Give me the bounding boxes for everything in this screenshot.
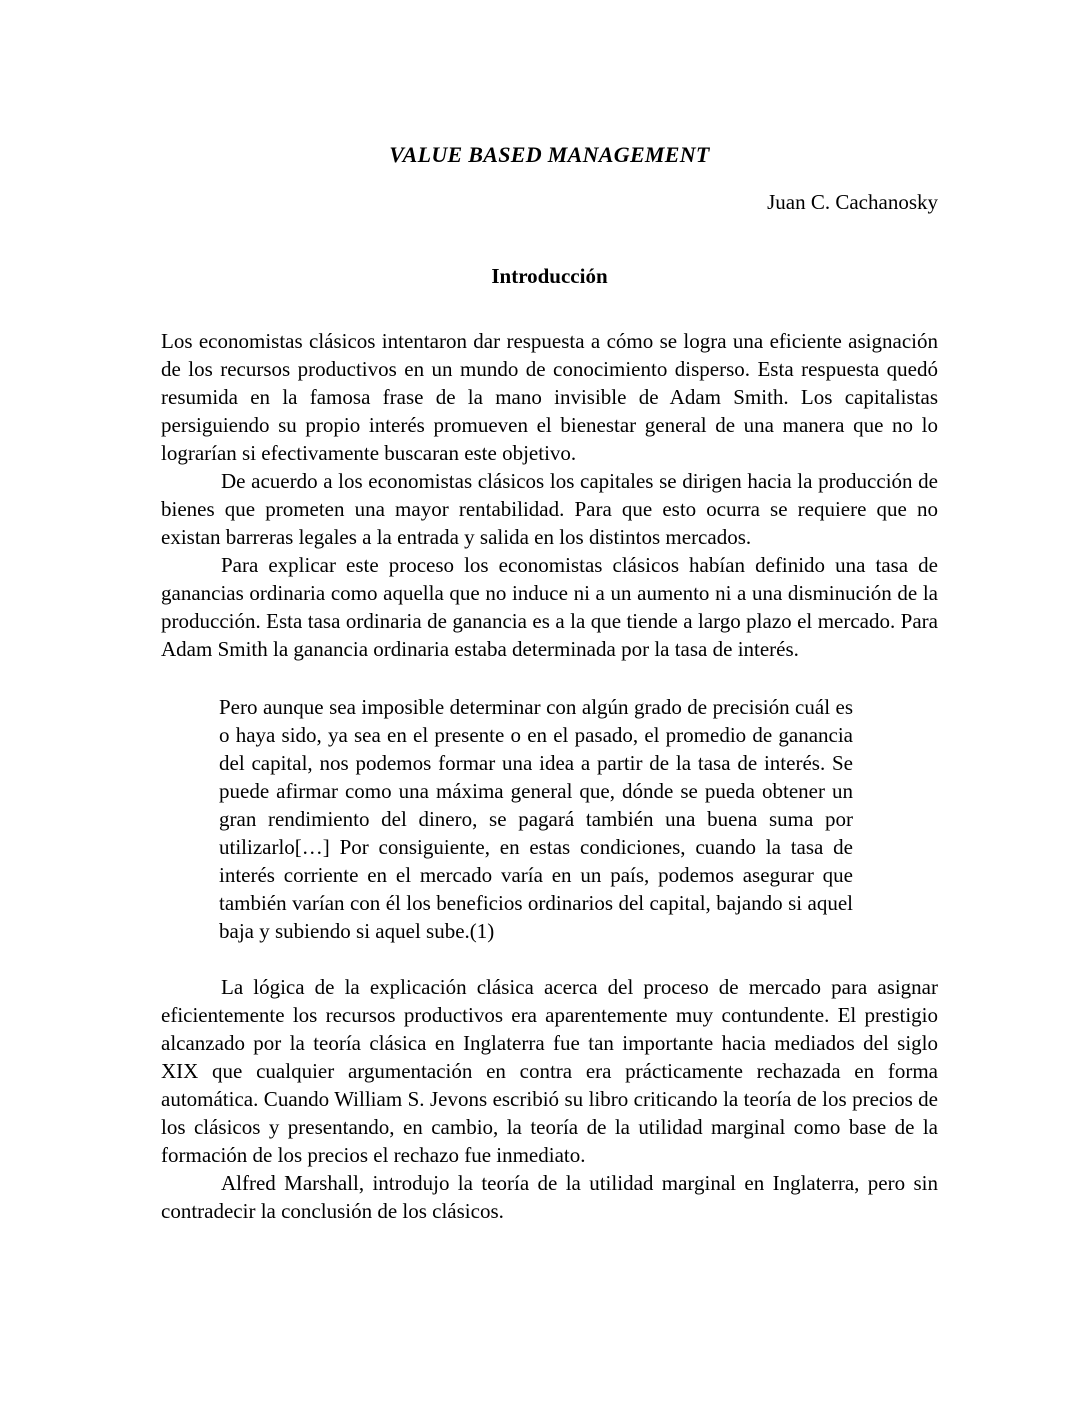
paragraph-1: Los economistas clásicos intentaron dar respuesta a cómo se logra una eficiente asignación de los recursos productivos en un mundo de conocimiento disperso. Esta respuesta quedó resumida en la famosa frase de la mano invisible de Adam Smith. Los capitalistas persiguiendo su propio interés promueven el bienestar general de una manera que no lo lograrían si efectivamente buscaran este objetivo. xyxy=(161,329,938,465)
paragraph-3: Para explicar este proceso los economistas clásicos habían definido una tasa de ganancias ordinaria como aquella que no induce ni a un aumento ni a una disminución de la producción. Esta tasa ordinaria de ganancia es a la que tiende a largo plazo el mercado. Para Adam Smith la ganancia ordinaria estaba determinada por la tasa de interés. xyxy=(161,553,938,661)
paragraph-2: De acuerdo a los economistas clásicos los capitales se dirigen hacia la producción de bienes que prometen una mayor rentabilidad. Para que esto ocurra se requiere que no existan barreras legales a la entrada y salida en los distintos mercados. xyxy=(161,469,938,549)
paragraph-4: La lógica de la explicación clásica acerca del proceso de mercado para asignar eficientemente los recursos productivos era aparentemente muy contundente. El prestigio alcanzado por la teoría clásica en Inglaterra fue tan importante hacia mediados del siglo XIX que cualquier argumentación en contra era prácticamente rechazada en forma automática. Cuando William S. Jevons escribió su libro criticando la teoría de los precios de los clásicos y presentando, en cambio, la teoría de la utilidad marginal como base de la formación de los precios el rechazo fue inmediato. xyxy=(161,975,938,1167)
section-heading-introduccion: Introducción xyxy=(491,264,608,288)
block-quote-adam-smith: Pero aunque sea imposible determinar con algún grado de precisión cuál es o haya sido, ya sea en el presente o en el pasado, el promedio de ganancia del capital, nos podemos formar una idea a partir de la tasa de interés. Se puede afirmar como una máxima general que, dónde se pueda obtener un gran rendimiento del dinero, se pagará también una buena suma por utilizarlo[…] Por consiguiente, en estas condiciones, cuando la tasa de interés corriente en el mercado varía en un país, podemos asegurar que también varían con él los beneficios ordinarios del capital, bajando si aquel baja y subiendo si aquel sube.(1) xyxy=(219,695,853,943)
paragraph-5: Alfred Marshall, introdujo la teoría de la utilidad marginal en Inglaterra, pero sin contradecir la conclusión de los clásicos. xyxy=(161,1171,938,1223)
document-body xyxy=(161,327,938,1225)
document-title: VALUE BASED MANAGEMENT xyxy=(389,142,710,167)
author-name: Juan C. Cachanosky xyxy=(767,190,938,214)
